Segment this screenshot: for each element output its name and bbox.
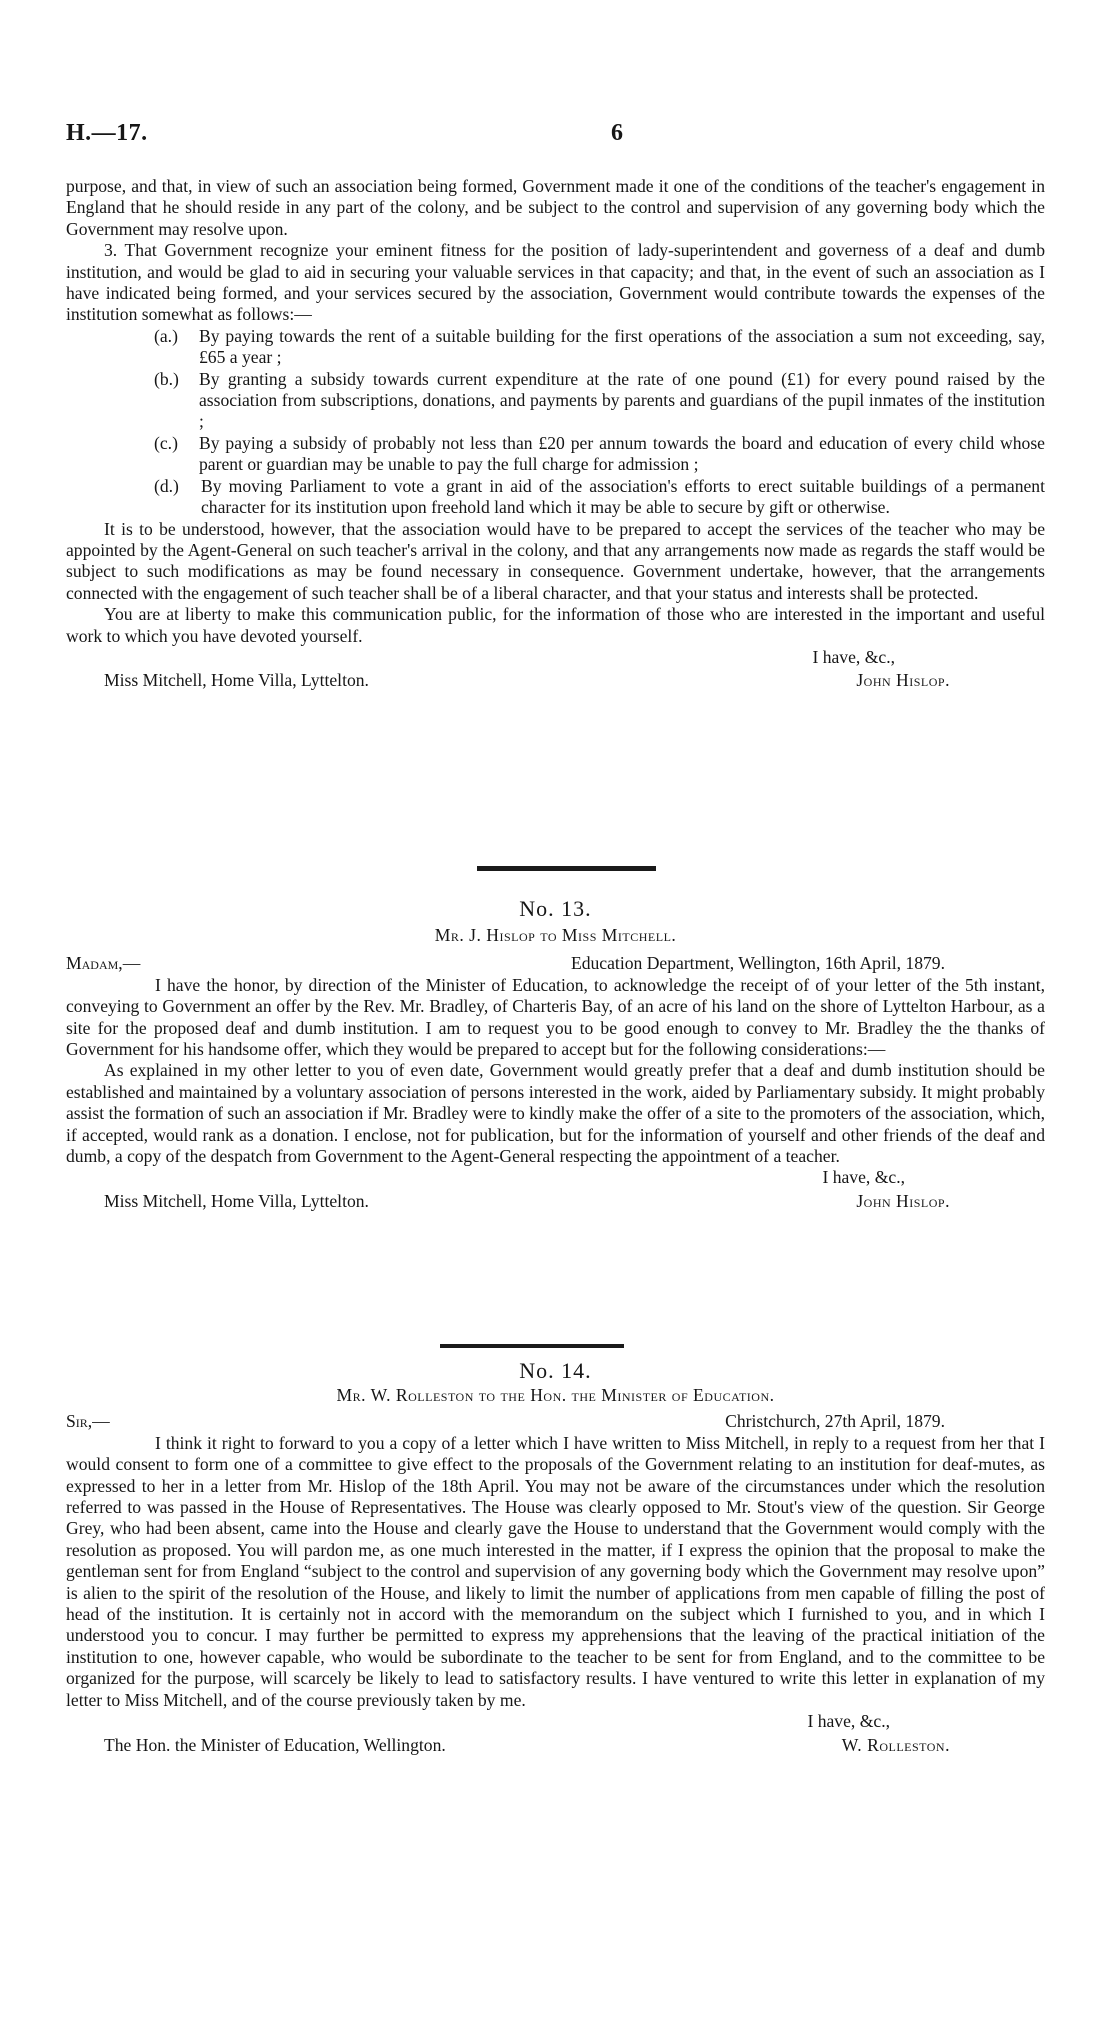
- list-item-text: By granting a subsidy towards current expenditure at the rate of one pound (£1) for every pound raised by the association from subscriptions, donations, and payments by parents and guardians of the pupil inmates of the institution ;: [199, 368, 1045, 432]
- dateline: Christchurch, 27th April, 1879.: [725, 1410, 945, 1431]
- closing: I have, &c.,: [822, 1167, 905, 1188]
- letter-number: No. 13.: [519, 896, 592, 921]
- list-item-label: (a.): [154, 325, 178, 346]
- signature: John Hislop.: [856, 670, 950, 691]
- letter-heading: Mr. W. Rolleston to the Hon. the Minister of Education.: [336, 1385, 775, 1406]
- list-item-label: (b.): [154, 368, 179, 389]
- document-reference: H.—17.: [66, 120, 148, 146]
- section-divider: [477, 866, 656, 871]
- list-item-label: (c.): [154, 432, 178, 453]
- signature: W. Rolleston.: [841, 1734, 950, 1755]
- continued-letter: [66, 176, 1045, 692]
- list-item-text: By moving Parliament to vote a grant in aid of the association's efforts to erect suitable buildings of a permanent character for its institution upon freehold land which it may be able to secure by gift or otherwise.: [201, 475, 1045, 518]
- salutation: Madam,—: [66, 952, 141, 973]
- paragraph: As explained in my other letter to you of even date, Government would greatly prefer that a deaf and dumb institution should be established and maintained by a voluntary association of persons interested in the work, aided by Parliamentary subsidy. It might probably assist the formation of such an association if Mr. Bradley were to kindly make the offer of a site to the promoters of the association, which, if accepted, would rank as a donation. I enclose, not for publication, but for the information of yourself and other friends of the deaf and dumb, a copy of the despatch from Government to the Agent-General respecting the appointment of a teacher.: [66, 1060, 1045, 1167]
- letter-number: No. 14.: [519, 1358, 592, 1383]
- list-item: [66, 326, 1045, 369]
- list-item-label: (d.): [154, 475, 179, 496]
- addressee: Miss Mitchell, Home Villa, Lyttelton.: [104, 670, 369, 691]
- signature-row: [66, 668, 1045, 692]
- addressee: Miss Mitchell, Home Villa, Lyttelton.: [104, 1190, 369, 1211]
- paragraph: purpose, and that, in view of such an association being formed, Government made it one of the conditions of the teacher's engagement in England that he should reside in any part of the colony, and be subject to the control and supervision of any governing body which the Government may resolve upon.: [66, 176, 1045, 239]
- list-item: [66, 476, 1045, 519]
- paragraph: 3. That Government recognize your eminent fitness for the position of lady-superintendent and governess of a deaf and dumb institution, and would be glad to aid in securing your valuable services in that capacity; and that, in the event of such an association as I have indicated being formed, and your services secured by the association, Government would contribute towards the expenses of the institution somewhat as follows:—: [66, 240, 1045, 325]
- addressee: The Hon. the Minister of Education, Wellington.: [104, 1734, 446, 1755]
- salutation-row: [66, 1411, 1045, 1433]
- dateline: Education Department, Wellington, 16th April, 1879.: [570, 952, 945, 973]
- list-item-text: By paying a subsidy of probably not less than £20 per annum towards the board and education of every child whose parent or guardian may be unable to pay the full charge for admission ;: [199, 432, 1045, 475]
- list-item-text: By paying towards the rent of a suitable building for the first operations of the association a sum not exceeding, say, £65 a year ;: [199, 325, 1045, 368]
- letter-14: [66, 1360, 1045, 1757]
- paragraph: It is to be understood, however, that the association would have to be prepared to accept the services of the teacher who may be appointed by the Agent-General on such teacher's arrival in the colony, and that any arrangements now made as regards the staff would be subject to such modifications as may be found necessary in consequence. Government undertake, however, that the arrangements connected with the engagement of such teacher shall be of a liberal character, and that your status and interests shall be protected.: [66, 518, 1045, 603]
- paragraph: I have the honor, by direction of the Minister of Education, to acknowledge the receipt of of your letter of the 5th instant, conveying to Government an offer by the Rev. Mr. Bradley, of Charteris Bay, of an acre of his land on the shore of Lyttelton Harbour, as a site for the proposed deaf and dumb institution. I am to request you to be good enough to convey to Mr. Bradley the the thanks of Government for his handsome offer, which they would be prepared to accept but for the following considerations:—: [66, 974, 1045, 1060]
- signature-row: [66, 1189, 1045, 1213]
- signature: John Hislop.: [856, 1190, 950, 1211]
- closing: I have, &c.,: [812, 646, 895, 667]
- letter-13: [66, 898, 1045, 1213]
- page-number: 6: [611, 120, 623, 146]
- section-divider: [440, 1344, 624, 1348]
- letter-heading: Mr. J. Hislop to Miss Mitchell.: [434, 925, 677, 946]
- paragraph: I think it right to forward to you a copy of a letter which I have written to Miss Mitchell, in reply to a request from her that I would consent to form one of a committee to give effect to the proposals of the Government relating to an institution for deaf-mutes, as expressed to her in a letter from Mr. Hislop of the 18th April. You may not be aware of the circumstances under which the resolution referred to was passed in the House of Representatives. The House was clearly opposed to Mr. Stout's view of the question. Sir George Grey, who had been absent, came into the House and clearly gave the House to understand that the Government would comply with the resolution as proposed. You will pardon me, as one much interested in the matter, if I express the opinion that the proposal to make the gentleman sent for from England “subject to the control and supervision of any governing body which the Government may resolve upon” is alien to the spirit of the resolution of the House, and likely to limit the number of applications from men capable of filling the post of head of the institution. It is certainly not in accord with the memorandum on the subject which I furnished to you, and in which I understood you to concur. I may further be permitted to express my apprehensions that the leaving of the practical initiation of the institution to one, however capable, who would be subordinate to the teacher to be sent for from England, and to the committee to be organized for the purpose, will scarcely be likely to lead to satisfactory results. I have ventured to write this letter in explanation of my letter to Miss Mitchell, and of the course previously taken by me.: [66, 1432, 1045, 1710]
- salutation: Sir,—: [66, 1410, 110, 1431]
- closing: I have, &c.,: [807, 1711, 890, 1732]
- page-header: [66, 120, 1046, 152]
- list-item: [66, 369, 1045, 433]
- signature-row: [66, 1733, 1045, 1757]
- list-item: [66, 433, 1045, 476]
- paragraph: You are at liberty to make this communication public, for the information of those who are interested in the important and useful work to which you have devoted yourself.: [66, 604, 1045, 646]
- salutation-row: [66, 953, 1045, 975]
